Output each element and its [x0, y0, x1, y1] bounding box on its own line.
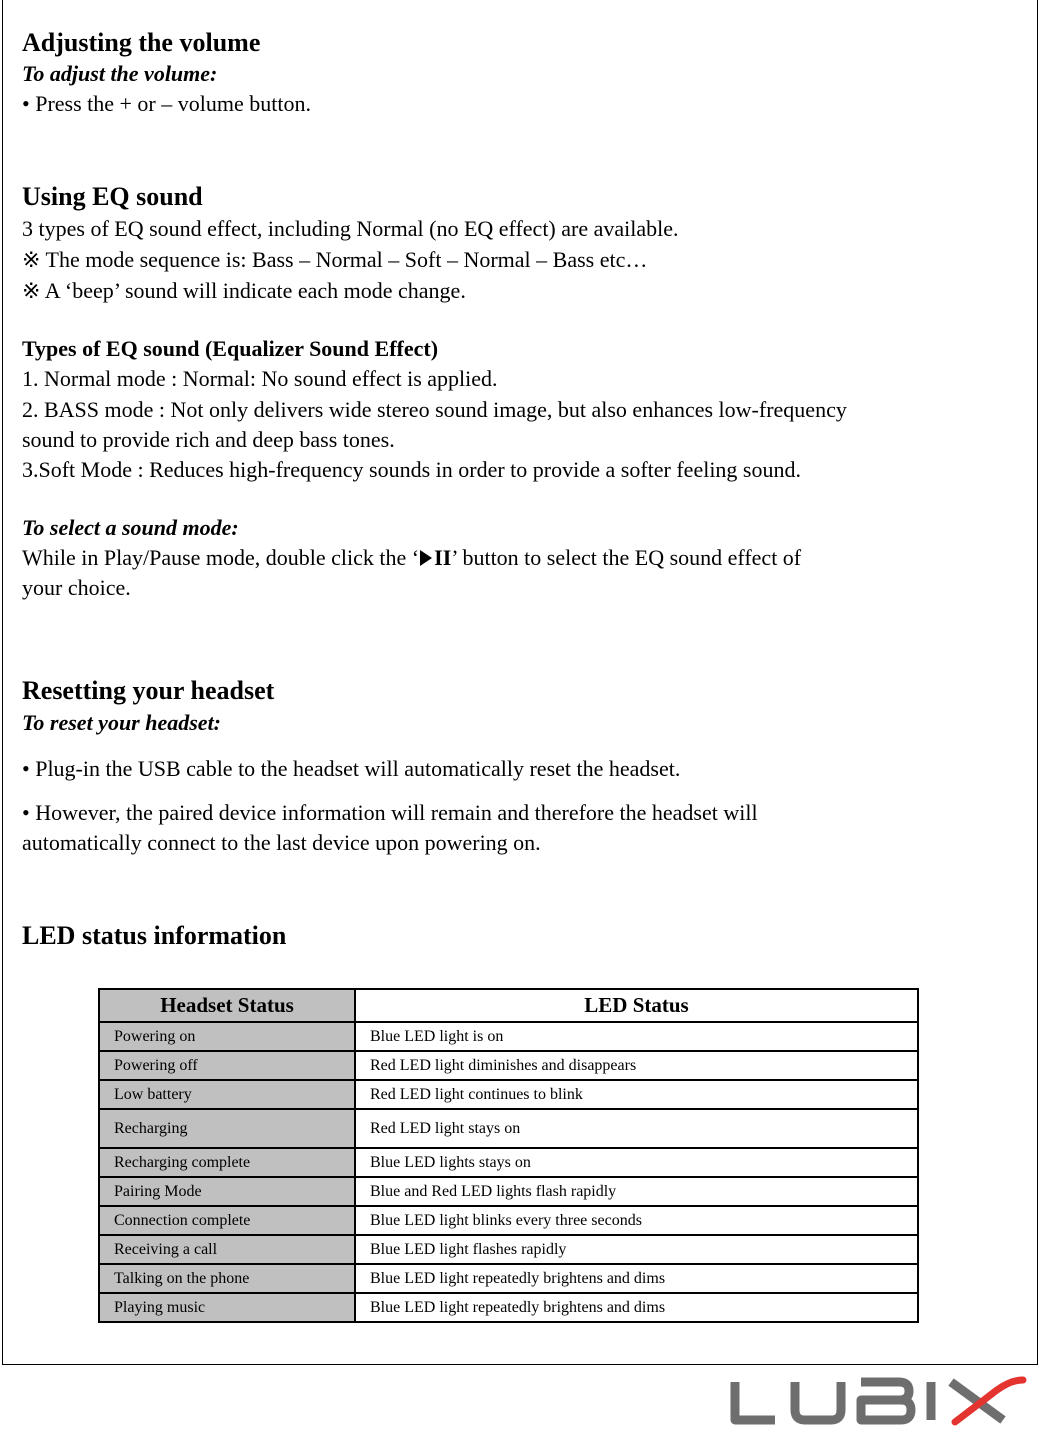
- headset-status-cell: Recharging complete: [99, 1148, 355, 1177]
- table-row: [99, 1080, 918, 1109]
- table-row: [99, 1177, 918, 1206]
- led-status-cell: Red LED light diminishes and disappears: [355, 1051, 918, 1080]
- headset-status-cell: Playing music: [99, 1293, 355, 1322]
- headset-status-cell: Powering off: [99, 1051, 355, 1080]
- eq-select-pre: While in Play/Pause mode, double click the ‘: [22, 545, 420, 570]
- led-status-cell: Blue LED light repeatedly brightens and dims: [355, 1264, 918, 1293]
- eq-note-sequence: ※ The mode sequence is: Bass – Normal – Soft – Normal – Bass etc…: [22, 247, 648, 272]
- eq-type-soft: 3.Soft Mode : Reduces high-frequency sounds in order to provide a softer feeling sound.: [22, 457, 801, 482]
- table-header-row: [99, 989, 918, 1022]
- led-status-table: [98, 988, 919, 1323]
- led-status-cell: Blue LED lights stays on: [355, 1148, 918, 1177]
- reset-subheading: To reset your headset:: [22, 710, 222, 735]
- headset-status-cell: Talking on the phone: [99, 1264, 355, 1293]
- eq-note-beep: ※ A ‘beep’ sound will indicate each mode change.: [22, 278, 466, 303]
- eq-type-bass-cont: sound to provide rich and deep bass tones.: [22, 427, 395, 452]
- table-row: [99, 1206, 918, 1235]
- led-status-cell: Blue LED light flashes rapidly: [355, 1235, 918, 1264]
- led-status-cell: Blue LED light repeatedly brightens and dims: [355, 1293, 918, 1322]
- logo-letter-x-red: [955, 1380, 1023, 1422]
- headset-status-cell: Receiving a call: [99, 1235, 355, 1264]
- logo-letter-l: [735, 1382, 775, 1420]
- led-status-cell: Blue and Red LED lights flash rapidly: [355, 1177, 918, 1206]
- table-row: [99, 1109, 918, 1148]
- logo-letter-u: [795, 1382, 841, 1420]
- table-row: [99, 1293, 918, 1322]
- led-heading: LED status information: [22, 921, 287, 950]
- eq-type-bass: 2. BASS mode : Not only delivers wide stereo sound image, but also enhances low-frequency: [22, 397, 847, 422]
- play-pause-icon: [420, 550, 432, 566]
- led-status-cell: Red LED light continues to blink: [355, 1080, 918, 1109]
- reset-heading: Resetting your headset: [22, 676, 275, 705]
- headset-status-cell: Low battery: [99, 1080, 355, 1109]
- headset-status-cell: Powering on: [99, 1022, 355, 1051]
- volume-instruction: • Press the + or – volume button.: [22, 91, 311, 116]
- eq-select-heading: To select a sound mode:: [22, 515, 239, 540]
- reset-bullet-paired: • However, the paired device information will remain and therefore the headset will: [22, 800, 758, 825]
- volume-subheading: To adjust the volume:: [22, 61, 218, 86]
- table-row: [99, 1264, 918, 1293]
- led-status-cell: Blue LED light is on: [355, 1022, 918, 1051]
- headset-status-cell: Connection complete: [99, 1206, 355, 1235]
- eq-types-heading: Types of EQ sound (Equalizer Sound Effect): [22, 336, 439, 361]
- reset-bullet-usb: • Plug-in the USB cable to the headset will automatically reset the headset.: [22, 756, 681, 781]
- table-row: [99, 1022, 918, 1051]
- table-row: [99, 1235, 918, 1264]
- eq-heading: Using EQ sound: [22, 182, 203, 211]
- pause-symbol: II: [434, 545, 452, 570]
- led-status-cell: Blue LED light blinks every three seconds: [355, 1206, 918, 1235]
- eq-select-instruction-cont: your choice.: [22, 575, 131, 600]
- volume-heading: Adjusting the volume: [22, 28, 261, 57]
- led-status-cell: Red LED light stays on: [355, 1109, 918, 1148]
- logo-letter-b: [861, 1382, 911, 1420]
- lubix-logo: [727, 1376, 1027, 1428]
- table-row: [99, 1051, 918, 1080]
- headset-status-cell: Recharging: [99, 1109, 355, 1148]
- eq-select-instruction: [22, 545, 801, 571]
- eq-type-normal: 1. Normal mode : Normal: No sound effect is applied.: [22, 366, 498, 391]
- column-header-headset-status: Headset Status: [99, 989, 355, 1022]
- headset-status-cell: Pairing Mode: [99, 1177, 355, 1206]
- column-header-led-status: LED Status: [355, 989, 918, 1022]
- reset-bullet-paired-cont: automatically connect to the last device upon powering on.: [22, 830, 541, 855]
- table-row: [99, 1148, 918, 1177]
- eq-select-post: ’ button to select the EQ sound effect of: [451, 545, 802, 570]
- eq-intro: 3 types of EQ sound effect, including Normal (no EQ effect) are available.: [22, 216, 679, 241]
